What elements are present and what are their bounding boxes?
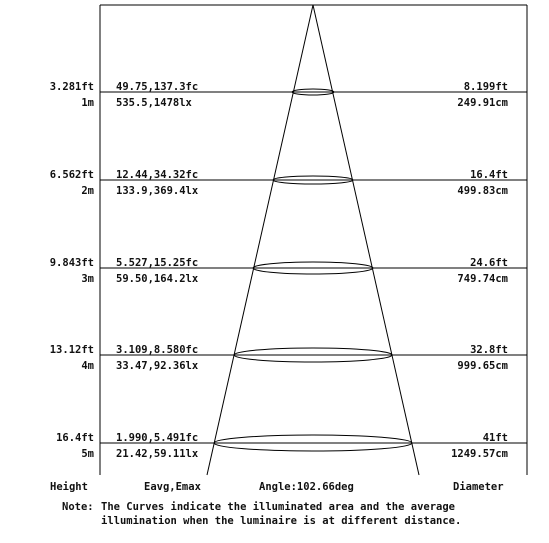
eavg-lx-5: 21.42,59.11lx [116, 448, 199, 460]
height-ft-3: 9.843ft [49, 257, 94, 269]
note-line-2: illumination when the luminaire is at different distance. [101, 515, 462, 527]
eavg-lx-3: 59.50,164.2lx [116, 273, 199, 285]
diameter-ft-5: 41ft [482, 432, 508, 444]
cone-right-edge [313, 5, 419, 475]
angle-label: Angle:102.66deg [259, 481, 354, 493]
diameter-ft-1: 8.199ft [463, 81, 508, 93]
height-ft-1: 3.281ft [49, 81, 94, 93]
height-column-label: Height [50, 481, 88, 493]
height-m-4: 4m [81, 360, 94, 372]
diameter-cm-5: 1249.57cm [451, 448, 508, 460]
diameter-cm-1: 249.91cm [457, 97, 508, 109]
height-m-3: 3m [81, 273, 94, 285]
height-ft-2: 6.562ft [49, 169, 94, 181]
diameter-cm-2: 499.83cm [457, 185, 508, 197]
eavg-fc-2: 12.44,34.32fc [116, 169, 199, 181]
eavg-fc-3: 5.527,15.25fc [116, 257, 199, 269]
cone-left-edge [207, 5, 313, 475]
note-prefix: Note: [62, 501, 94, 513]
diameter-ft-4: 32.8ft [470, 344, 508, 356]
diameter-column-label: Diameter [453, 481, 504, 493]
height-m-2: 2m [81, 185, 94, 197]
note-line-1: The Curves indicate the illuminated area and the average [101, 501, 456, 513]
diameter-ft-3: 24.6ft [470, 257, 508, 269]
diameter-cm-4: 999.65cm [457, 360, 508, 372]
eavg-lx-4: 33.47,92.36lx [116, 360, 199, 372]
diameter-cm-3: 749.74cm [457, 273, 508, 285]
eavg-fc-1: 49.75,137.3fc [116, 81, 199, 93]
height-m-1: 1m [81, 97, 94, 109]
eavg-fc-4: 3.109,8.580fc [116, 344, 199, 356]
height-ft-5: 16.4ft [56, 432, 94, 444]
eavg-fc-5: 1.990,5.491fc [116, 432, 199, 444]
eavg-lx-2: 133.9,369.4lx [116, 185, 199, 197]
eavg-column-label: Eavg,Emax [144, 481, 201, 493]
height-m-5: 5m [81, 448, 94, 460]
height-ft-4: 13.12ft [49, 344, 94, 356]
diameter-ft-2: 16.4ft [470, 169, 508, 181]
eavg-lx-1: 535.5,1478lx [116, 97, 192, 109]
